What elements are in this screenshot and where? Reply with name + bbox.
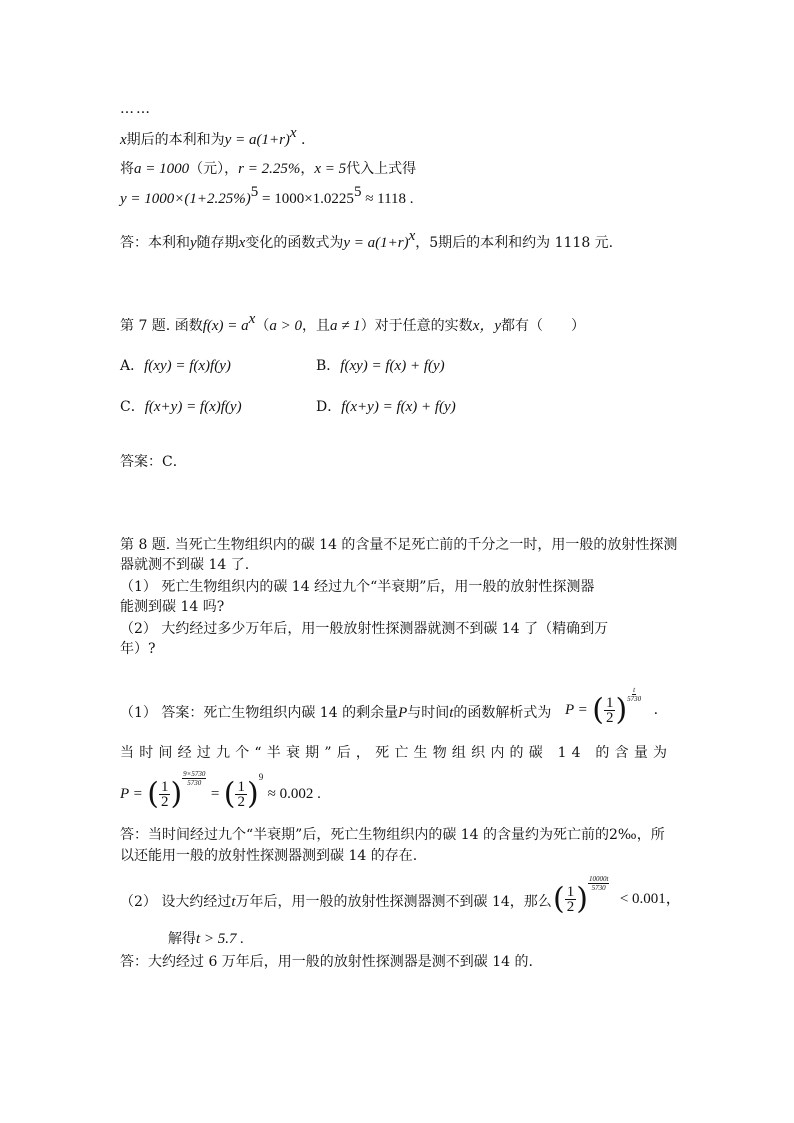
ans1-mid: 与时间 xyxy=(407,705,450,721)
substitute-label: 将 xyxy=(120,161,134,177)
q7-label: 第 7 题. xyxy=(120,318,171,334)
denominator: 2 xyxy=(566,898,575,915)
q8-stem-line1: 第 8 题. 当死亡生物组织内的碳 14 的含量不足死亡前的千分之一时，用一般的放射性探测 xyxy=(120,537,678,553)
exponent-fraction xyxy=(588,875,609,892)
q8-stem-line2: 器就测不到碳 14 了. xyxy=(120,557,250,573)
ninth-halflife-formula xyxy=(120,770,321,812)
substitute-tail: 代入上式得 xyxy=(346,161,417,177)
q8-answer1-conclusion-line1: 答：当时间经过九个“半衰期”后，死亡生物组织内的碳 14 的含量约为死亡前的2‰，所 xyxy=(120,827,665,843)
q7-stem xyxy=(120,311,586,335)
compound-formula: y = a(1+r) xyxy=(224,132,290,148)
half-fraction xyxy=(604,696,616,725)
q8-answer1-line1 xyxy=(120,704,551,722)
q7-option-c xyxy=(120,398,242,416)
left-paren: ( xyxy=(147,776,159,812)
period: . xyxy=(653,702,659,718)
calc-exp1: 5 xyxy=(250,184,259,200)
ans1-pre: （1） 答案：死亡生物组织内碳 14 的剩余量 xyxy=(120,705,399,721)
numerator: 1 xyxy=(566,883,575,900)
q7-option-a xyxy=(120,357,231,375)
option-label: C． xyxy=(120,399,145,415)
ans2-pre: （2） 设大约经过 xyxy=(120,894,232,910)
option-formula: f(xy) = f(x) + f(y) xyxy=(340,358,445,374)
solve-label: 解得 xyxy=(168,931,196,947)
approx-value: ≈ 0.002 . xyxy=(267,786,321,802)
q7-stem-pre: 函数 xyxy=(174,318,203,334)
var-x: x xyxy=(238,235,246,251)
q7-option-b xyxy=(316,357,445,375)
q7-option-d xyxy=(316,398,456,416)
q8-answer1-line2-wrap xyxy=(120,744,675,762)
right-paren: ) xyxy=(170,776,183,812)
ans2-mid: 万年后，用一般的放射性探测器测不到碳 14，那么 xyxy=(235,894,552,910)
var-x: x xyxy=(120,132,127,148)
answer-mid1: 随存期 xyxy=(196,235,239,251)
compound-exp: x xyxy=(289,125,297,141)
q7-answer: 答案：C． xyxy=(120,454,187,470)
calc-exp2: 5 xyxy=(353,184,362,200)
equals: = xyxy=(210,786,220,802)
x-value: x = 5 xyxy=(314,161,347,177)
exp-numerator: t xyxy=(633,686,636,694)
option-label: D． xyxy=(316,399,342,415)
var-t: t xyxy=(231,894,236,910)
q7-function-exp: x xyxy=(248,311,256,327)
exp-numerator: 10000t xyxy=(588,875,609,883)
q7-cond-mid: ，且 xyxy=(301,318,330,334)
left-paren: ( xyxy=(592,692,604,728)
exp-numerator: 9×5730 xyxy=(183,770,206,778)
numerator: 1 xyxy=(160,778,169,795)
calc-lhs: y = 1000×(1+2.25%) xyxy=(120,191,251,207)
exponent-fraction xyxy=(182,770,206,787)
substitute-line xyxy=(120,160,416,178)
ans1-post: 的函数解析式为 xyxy=(453,705,552,721)
denominator: 2 xyxy=(160,793,169,810)
right-paren: ) xyxy=(246,776,259,812)
answer-post: ，5期后的本利和约为 1118 元. xyxy=(415,235,614,251)
q7-cond2: a ≠ 1 xyxy=(329,318,361,334)
answer-pre: 答：本利和 xyxy=(120,235,190,251)
half-fraction xyxy=(565,885,577,914)
option-label: B． xyxy=(316,358,341,374)
calc-line xyxy=(120,184,414,208)
q7-cond-close: ）对于任意的实数 xyxy=(360,318,473,334)
q8-sub1-line2: 能测到碳 14 吗? xyxy=(120,599,225,615)
half-fraction xyxy=(235,780,247,809)
left-paren: ( xyxy=(223,776,236,812)
q7-paren: （ xyxy=(255,318,270,334)
solve-value: t > 5.7 . xyxy=(196,931,245,947)
q7-vars: x，y xyxy=(472,318,502,334)
q7-cond1: a > 0 xyxy=(269,318,302,334)
q8-sub2-line2: 年）? xyxy=(120,641,156,657)
formula-p: P = xyxy=(565,702,588,718)
separator: ， xyxy=(300,161,315,177)
compound-answer xyxy=(120,228,614,252)
half-fraction xyxy=(159,780,171,809)
calc-rhs: ≈ 1118 . xyxy=(361,191,414,207)
a-value: a = 1000 xyxy=(134,161,190,177)
compound-formula-line xyxy=(120,125,306,149)
q8-sub1-line1: （1） 死亡生物组织内的碳 14 经过九个“半衰期”后，用一般的放射性探测器 xyxy=(120,579,595,595)
exp-denominator: 5730 xyxy=(627,695,642,703)
exponent: 9 xyxy=(258,772,264,782)
denominator: 2 xyxy=(605,709,614,726)
exp-denominator: 5730 xyxy=(187,779,202,787)
ellipsis: …… xyxy=(120,101,152,117)
exponent-fraction xyxy=(627,686,641,703)
inequality-rhs: < 0.001， xyxy=(619,891,681,907)
calc-mid: = 1000×1.0225 xyxy=(258,191,354,207)
q8-answer1-line2: 当时间经过九个“半衰期”后，死亡生物组织内的碳 14 的含量为 xyxy=(120,745,673,761)
decay-formula xyxy=(565,686,658,728)
var-t: t xyxy=(449,705,454,721)
left-paren: ( xyxy=(553,881,565,917)
option-formula: f(xy) = f(x)f(y) xyxy=(144,358,231,374)
right-paren: ) xyxy=(576,881,588,917)
period: . xyxy=(301,132,306,148)
unit-yuan: （元）， xyxy=(189,161,239,177)
q8-final-answer: 答：大约经过 6 万年后，用一般的放射性探测器是测不到碳 14 的. xyxy=(120,954,533,970)
q8-answer1-conclusion-line2: 以还能用一般的放射性探测器测到碳 14 的存在. xyxy=(120,848,418,864)
q8-solve-line xyxy=(168,930,244,948)
q8-sub2-line1: （2） 大约经过多少万年后，用一般放射性探测器就测不到碳 14 了（精确到万 xyxy=(120,621,609,637)
answer-exp: x xyxy=(408,228,416,244)
answer-mid2: 变化的函数式为 xyxy=(245,235,344,251)
r-value: r = 2.25% xyxy=(238,161,301,177)
formula-p: P = xyxy=(120,786,143,802)
right-paren: ) xyxy=(615,692,628,728)
inequality-formula xyxy=(553,875,681,917)
numerator: 1 xyxy=(605,694,614,711)
answer-formula: y = a(1+r) xyxy=(343,235,409,251)
q8-answer2-line1 xyxy=(120,893,552,911)
var-y: y xyxy=(190,235,197,251)
numerator: 1 xyxy=(237,778,245,795)
denominator: 2 xyxy=(237,793,245,810)
option-label: A． xyxy=(120,358,145,374)
exp-denominator: 5730 xyxy=(591,884,606,892)
q7-function: f(x) = a xyxy=(202,318,249,334)
option-formula: f(x+y) = f(x)f(y) xyxy=(144,399,242,415)
compound-text: 期后的本利和为 xyxy=(126,132,225,148)
q7-stem-post: 都有（ ） xyxy=(501,318,586,334)
var-p: P xyxy=(398,705,408,721)
option-formula: f(x+y) = f(x) + f(y) xyxy=(341,399,456,415)
